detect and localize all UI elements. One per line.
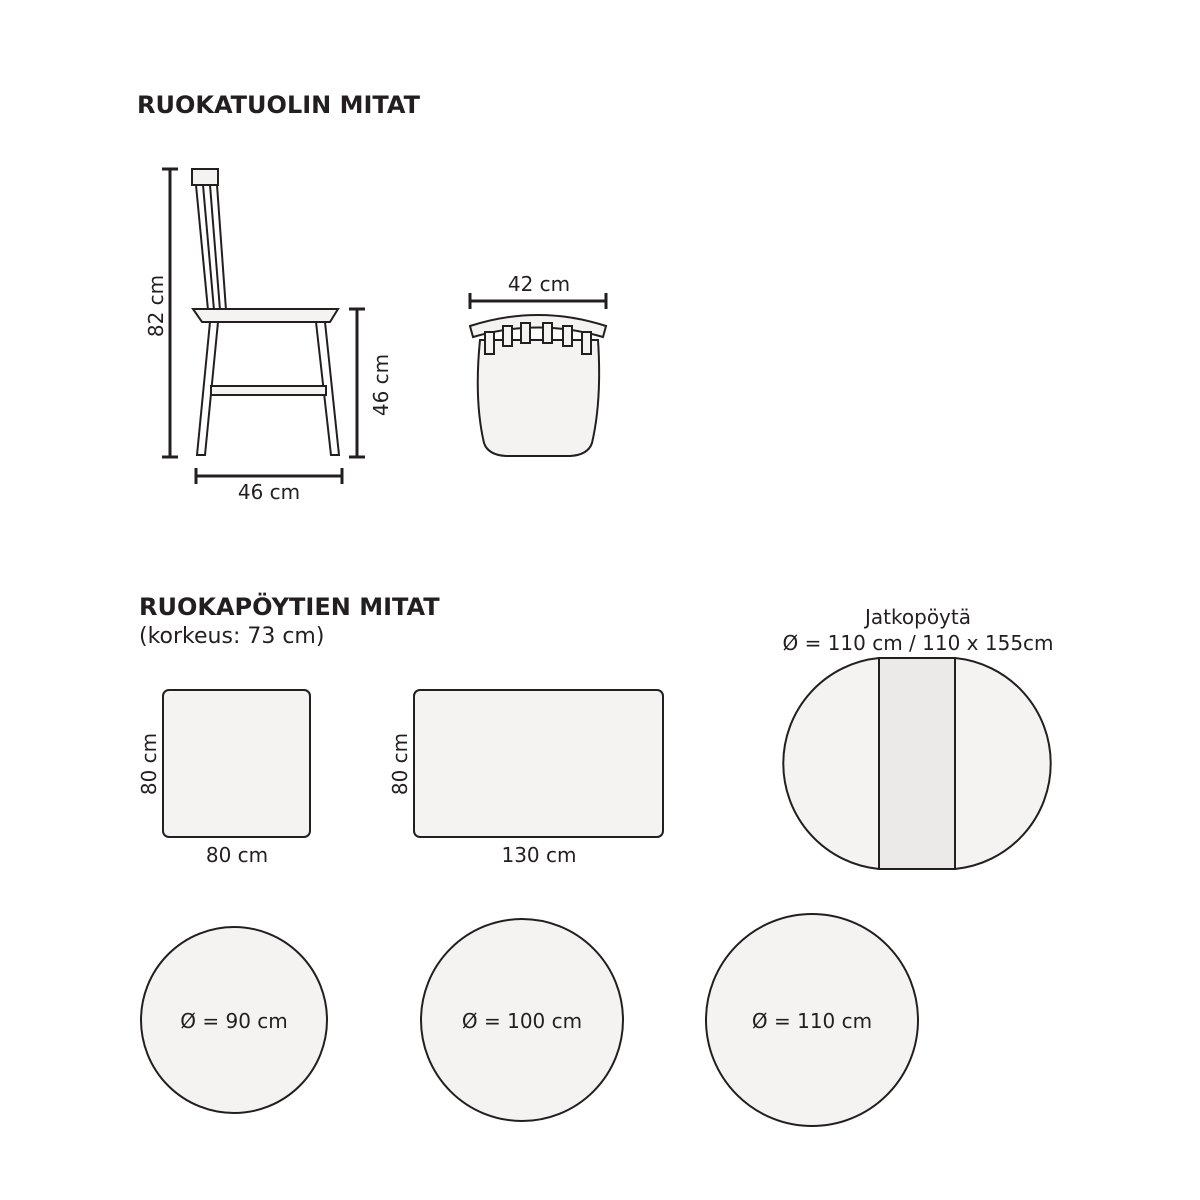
chair-width-label: 42 cm	[507, 272, 571, 296]
table-section-heading: RUOKAPÖYTIEN MITAT	[139, 593, 440, 621]
chair-seat-height-label: 46 cm	[369, 353, 393, 417]
round-table-100-label: Ø = 100 cm	[461, 1009, 583, 1033]
table-section-subheading: (korkeus: 73 cm)	[139, 624, 325, 649]
extension-table-size-label: Ø = 110 cm / 110 x 155cm	[782, 631, 1054, 655]
chair-side-view	[192, 169, 339, 455]
round-table-110-label: Ø = 110 cm	[751, 1009, 873, 1033]
chair-depth-label: 46 cm	[237, 480, 301, 504]
square-table-width-label: 80 cm	[205, 843, 269, 867]
extension-table-title: Jatkopöytä	[865, 605, 971, 629]
square-table	[163, 690, 310, 837]
rectangular-table-depth-label: 80 cm	[388, 732, 412, 796]
chair-section-heading: RUOKATUOLIN MITAT	[137, 91, 421, 119]
chair-seat-height-dimension	[349, 309, 365, 457]
extension-leaf	[879, 658, 955, 869]
round-table-90-label: Ø = 90 cm	[180, 1009, 288, 1033]
chair-height-label: 82 cm	[144, 274, 168, 338]
square-table-depth-label: 80 cm	[137, 732, 161, 796]
rectangular-table	[414, 690, 663, 837]
rectangular-table-width-label: 130 cm	[501, 843, 577, 867]
chair-top-view	[470, 315, 606, 456]
